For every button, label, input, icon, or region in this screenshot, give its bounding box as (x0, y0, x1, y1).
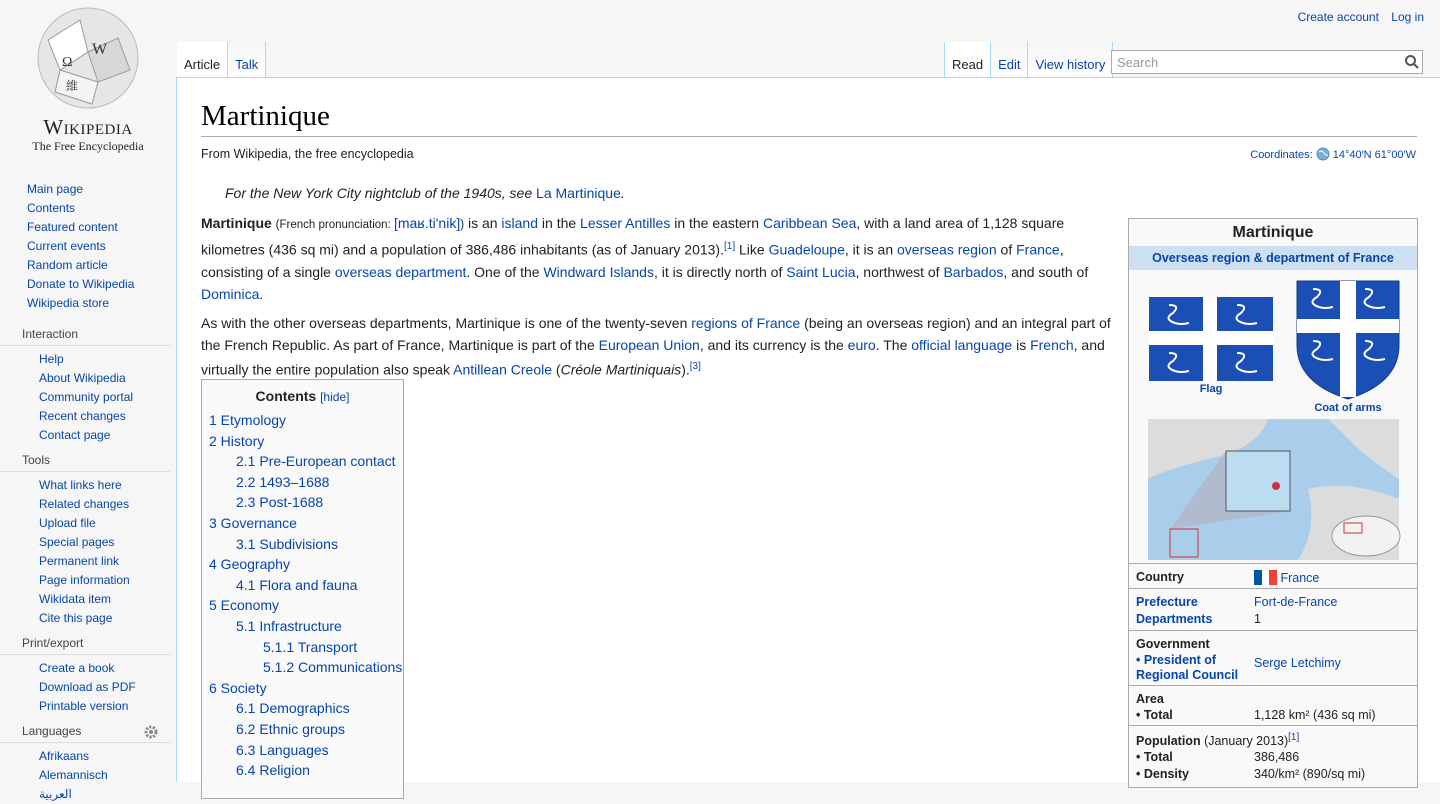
sidebar-interaction-list (0, 350, 176, 445)
area-total-value: 1,128 km² (436 sq mi) (1254, 708, 1376, 722)
tab-edit-link[interactable]: Edit (998, 57, 1021, 72)
sidebar-item-wikidata-item[interactable]: Wikidata item (39, 592, 112, 606)
flag-image[interactable] (1149, 297, 1273, 381)
sidebar-item-special-pages[interactable]: Special pages (39, 535, 115, 549)
tab-view-history[interactable] (1028, 42, 1113, 78)
toc-link[interactable]: 6.3 Languages (236, 741, 329, 758)
svg-text:W: W (92, 41, 108, 58)
country-link[interactable]: France (1280, 571, 1320, 585)
hatnote-link[interactable]: La Martinique (536, 185, 621, 201)
infobox-row-population (1129, 725, 1417, 789)
toc-link[interactable]: 3 Governance (209, 514, 297, 531)
hatnote-end: . (620, 185, 625, 201)
toc-list (209, 410, 403, 781)
page-title: Martinique (201, 100, 1417, 137)
density-value: 340/km² (890/sq mi) (1254, 767, 1366, 781)
population-label: Population (1136, 734, 1201, 749)
tab-article[interactable]: Article (177, 42, 228, 78)
sidebar-item-create-book[interactable]: Create a book (39, 661, 115, 675)
tab-history-link[interactable]: View history (1035, 57, 1106, 72)
sidebar-heading-interaction[interactable]: Interaction (0, 327, 170, 346)
globe-icon[interactable] (1316, 147, 1330, 161)
population-note: (January 2013) (1204, 734, 1289, 749)
toc-link[interactable]: 3.1 Subdivisions (236, 535, 338, 552)
infobox-title: Martinique (1232, 224, 1314, 241)
search-input[interactable]: Search (1111, 50, 1423, 74)
table-of-contents (201, 379, 404, 799)
sidebar-item-related-changes[interactable]: Related changes (39, 497, 130, 511)
departments-value: 1 (1254, 612, 1261, 626)
sidebar-tools-list (0, 476, 176, 628)
tab-read[interactable]: Read (944, 42, 991, 78)
infobox (1128, 218, 1418, 788)
login-link[interactable]: Log in (1391, 10, 1424, 24)
area-total-label: • Total (1136, 708, 1173, 722)
sidebar-item-printable-version[interactable]: Printable version (39, 699, 129, 713)
toc-item[interactable] (209, 451, 396, 472)
sidebar-heading-languages[interactable] (0, 724, 170, 743)
toc-item[interactable] (209, 492, 396, 513)
toc-item[interactable] (209, 513, 396, 534)
toc-link[interactable]: 5 Economy (209, 597, 280, 614)
sidebar-languages-list (0, 747, 176, 804)
toc-item[interactable] (209, 719, 396, 740)
sidebar-heading-tools[interactable]: Tools (0, 453, 170, 472)
site-tagline: From Wikipedia, the free encyclopedia (201, 147, 414, 161)
infobox-row-prefecture (1129, 588, 1417, 630)
namespace-tabs (177, 42, 266, 78)
toc-item[interactable] (209, 637, 396, 658)
sidebar-item-what-links-here[interactable]: What links here (39, 478, 122, 492)
infobox-row-country (1129, 563, 1417, 588)
flag-caption[interactable]: Flag (1199, 383, 1223, 395)
sidebar-item-about[interactable]: About Wikipedia (39, 371, 126, 385)
toc-link[interactable]: 2.3 Post-1688 (236, 494, 324, 511)
toc-link[interactable]: 2.1 Pre-European contact (236, 453, 396, 470)
tab-talk-link[interactable]: Talk (235, 57, 259, 72)
toc-link[interactable]: 1 Etymology (209, 412, 287, 428)
sidebar-item-community-portal[interactable]: Community portal (39, 390, 134, 404)
infobox-row-government (1129, 630, 1417, 685)
sidebar-print-list (0, 659, 176, 716)
departments-label[interactable]: Departments (1136, 612, 1213, 626)
toc-link[interactable]: 4 Geography (209, 556, 290, 573)
france-flag-icon (1254, 570, 1277, 585)
svg-text:Ω: Ω (62, 55, 73, 70)
population-total-value: 386,486 (1254, 750, 1300, 764)
coat-of-arms-caption[interactable]: Coat of arms (1314, 402, 1382, 414)
prefecture-value[interactable]: Fort-de-France (1254, 595, 1338, 609)
area-label: Area (1136, 692, 1164, 706)
toc-link[interactable]: 5.1.1 Transport (263, 638, 358, 655)
view-tabs (944, 42, 1113, 78)
sidebar-item-contact[interactable]: Contact page (39, 428, 111, 442)
sidebar-lang-afrikaans[interactable]: Afrikaans (39, 749, 90, 763)
toc-hide-button[interactable]: [hide] (320, 390, 350, 404)
sidebar-lang-alemannisch[interactable]: Alemannisch (39, 768, 108, 782)
toc-item[interactable] (209, 595, 396, 616)
toc-item[interactable] (209, 410, 396, 431)
hatnote-text: For the New York City nightclub of the 1940s, see (225, 185, 537, 201)
toc-link[interactable]: 5.1.2 Communications (263, 659, 403, 676)
toc-item[interactable] (209, 740, 396, 761)
toc-link[interactable]: 6.4 Religion (236, 762, 310, 779)
languages-heading-label: Languages (22, 724, 82, 738)
coordinates-link[interactable]: 14°40′N 61°00′W (1332, 149, 1416, 161)
population-ref[interactable]: [1] (1288, 732, 1300, 743)
wikipedia-logo[interactable] (0, 0, 176, 160)
sidebar-item-page-information[interactable]: Page information (39, 573, 130, 587)
sidebar-item-cite-this-page[interactable]: Cite this page (39, 611, 113, 625)
create-account-link[interactable]: Create account (1297, 10, 1379, 24)
sidebar-item-contents[interactable]: Contents (27, 201, 76, 215)
toc-header (209, 388, 396, 404)
prefecture-label[interactable]: Prefecture (1136, 595, 1198, 609)
infobox-row-area (1129, 685, 1417, 725)
sidebar-item-upload-file[interactable]: Upload file (39, 516, 96, 530)
sidebar-item-store[interactable]: Wikipedia store (27, 296, 110, 310)
toc-link[interactable]: 6.1 Demographics (236, 700, 350, 717)
article-content (176, 77, 1440, 782)
sidebar (0, 170, 176, 804)
toc-item[interactable] (209, 616, 396, 637)
gear-icon[interactable] (144, 725, 158, 739)
personal-tools (1289, 10, 1424, 24)
sidebar-item-help[interactable]: Help (39, 352, 64, 366)
logo-tagline: The Free Encyclopedia (32, 139, 144, 153)
lead-paragraph-1: Martinique (French pronunciation: [maʁ.ti'nik]) is an island in the Lesser Antilles in the eastern Caribbean Sea, with a land area of 1,128 square kilometres (436 sq mi) and a population of 386,486 inhabitants (as of January 2013).[1] Like Guadeloupe, it is an overseas region of France, consisting of a single overseas department. One of the Windward Islands, it is directly north of Saint Lucia, northwest of Barbados, and south of Dominica. (201, 215, 1089, 302)
sidebar-item-featured-content[interactable]: Featured content (27, 220, 118, 234)
toc-link[interactable]: 5.1 Infrastructure (236, 617, 342, 634)
sidebar-item-main-page[interactable]: Main page (27, 182, 84, 196)
wordmark: Wikipedia (43, 115, 133, 139)
president-label[interactable]: • President of Regional Council (1136, 653, 1239, 682)
government-label: Government (1136, 637, 1210, 651)
lead-paragraph-2: As with the other overseas departments, Martinique is one of the twenty-seven regions of France (being an overseas region) and an integral part of the French Republic. As part of France, Martinique is part of the European Union, and its currency is the euro. The official language is French, and virtually the entire population also speak Antillean Creole (Créole Martiniquais).[3] (201, 314, 1111, 378)
country-label: Country (1136, 570, 1184, 584)
sidebar-item-recent-changes[interactable]: Recent changes (39, 409, 126, 423)
toc-item[interactable] (209, 657, 403, 678)
infobox-subtitle[interactable]: Overseas region & department of France (1129, 246, 1417, 270)
toc-link[interactable]: 2.2 1493–1688 (236, 473, 330, 490)
sidebar-item-permanent-link[interactable]: Permanent link (39, 554, 120, 568)
toc-item[interactable] (209, 431, 396, 452)
toc-item[interactable] (209, 472, 396, 493)
president-value[interactable]: Serge Letchimy (1254, 656, 1341, 670)
toc-title: Contents (255, 388, 317, 404)
article-body (201, 212, 1116, 387)
coordinates (1250, 147, 1416, 161)
search-icon[interactable] (1404, 54, 1420, 70)
sidebar-item-download-pdf[interactable]: Download as PDF (39, 680, 136, 694)
toc-item[interactable] (209, 678, 396, 699)
hatnote (225, 185, 625, 201)
country-value (1254, 570, 1319, 585)
toc-link[interactable]: 6 Society (209, 679, 267, 696)
population-total-label: • Total (1136, 750, 1173, 764)
density-label: • Density (1136, 767, 1190, 781)
toc-link[interactable]: 2 History (209, 432, 265, 449)
coat-of-arms-image[interactable] (1295, 279, 1401, 401)
coordinates-label[interactable]: Coordinates: (1250, 149, 1313, 161)
toc-item[interactable] (209, 554, 396, 575)
sidebar-item-donate[interactable]: Donate to Wikipedia (27, 277, 135, 291)
toc-item[interactable] (209, 534, 396, 555)
tab-edit[interactable] (991, 42, 1028, 78)
toc-link[interactable]: 4.1 Flora and fauna (236, 576, 358, 593)
sidebar-item-random-article[interactable]: Random article (27, 258, 108, 272)
sidebar-main-nav (0, 180, 176, 313)
toc-link[interactable]: 6.2 Ethnic groups (236, 720, 345, 737)
sidebar-item-current-events[interactable]: Current events (27, 239, 106, 253)
toc-item[interactable] (209, 575, 396, 596)
svg-text:維: 維 (66, 79, 79, 93)
sidebar-lang-arabic[interactable]: العربية (39, 787, 72, 801)
toc-item[interactable] (209, 760, 396, 781)
location-map[interactable] (1148, 419, 1399, 560)
tab-talk[interactable] (228, 42, 266, 78)
toc-item[interactable] (209, 698, 396, 719)
population-heading (1136, 732, 1299, 748)
sidebar-heading-print-export[interactable]: Print/export (0, 636, 170, 655)
